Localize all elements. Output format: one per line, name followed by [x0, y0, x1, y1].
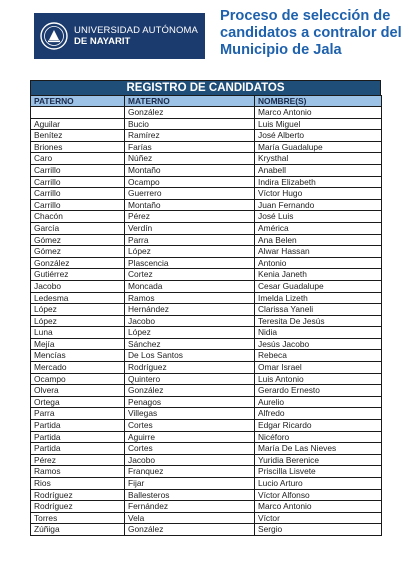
table-row — [31, 443, 382, 455]
cell-paterno: Partida — [31, 443, 125, 455]
column-header-paterno: PATERNO — [31, 96, 125, 107]
cell-paterno: Ledesma — [31, 292, 125, 304]
cell-paterno: Gutiérrez — [31, 269, 125, 281]
table-row — [31, 431, 382, 443]
cell-nombres: Alwar Hassan — [255, 246, 382, 258]
table-row — [31, 327, 382, 339]
table-row — [31, 153, 382, 165]
page-header — [0, 0, 409, 70]
table-row — [31, 512, 382, 524]
table-row — [31, 338, 382, 350]
cell-nombres: Aurelio — [255, 396, 382, 408]
cell-paterno: Carrillo — [31, 176, 125, 188]
cell-materno: Cortes — [125, 420, 255, 432]
cell-materno: Verdín — [125, 222, 255, 234]
table-row — [31, 396, 382, 408]
cell-materno: Montaño — [125, 199, 255, 211]
column-header-nombres: NOMBRE(S) — [255, 96, 382, 107]
title-line: Municipio de Jala — [220, 42, 342, 58]
cell-paterno — [31, 107, 125, 119]
cell-nombres: Cesar Guadalupe — [255, 280, 382, 292]
cell-materno: Ramos — [125, 292, 255, 304]
table-row — [31, 408, 382, 420]
cell-paterno: Chacón — [31, 211, 125, 223]
cell-paterno: Caro — [31, 153, 125, 165]
table-row — [31, 257, 382, 269]
table-banner: REGISTRO DE CANDIDATOS — [30, 80, 381, 95]
cell-paterno: Aguilar — [31, 118, 125, 130]
cell-materno: Farías — [125, 141, 255, 153]
table-row — [31, 211, 382, 223]
cell-paterno: Olvera — [31, 385, 125, 397]
cell-nombres: Gerardo Ernesto — [255, 385, 382, 397]
cell-materno: Jacobo — [125, 315, 255, 327]
cell-materno: Fijar — [125, 478, 255, 490]
cell-materno: Parra — [125, 234, 255, 246]
cell-nombres: María De Las Nieves — [255, 443, 382, 455]
cell-paterno: Partida — [31, 431, 125, 443]
table-row — [31, 478, 382, 490]
table-row — [31, 141, 382, 153]
cell-materno: Cortez — [125, 269, 255, 281]
cell-paterno: Ramos — [31, 466, 125, 478]
logo-line-1: UNIVERSIDAD AUTÓNOMA — [74, 25, 198, 36]
cell-paterno: Carrillo — [31, 188, 125, 200]
cell-nombres: Lucio Arturo — [255, 478, 382, 490]
cell-nombres: Ana Belen — [255, 234, 382, 246]
title-line: Proceso de selección de — [220, 8, 391, 24]
cell-materno: Villegas — [125, 408, 255, 420]
table-row — [31, 489, 382, 501]
cell-nombres: Yuridia Berenice — [255, 454, 382, 466]
cell-materno: Aguirre — [125, 431, 255, 443]
cell-materno: Franquez — [125, 466, 255, 478]
table-row — [31, 501, 382, 513]
cell-paterno: Jacobo — [31, 280, 125, 292]
cell-materno: González — [125, 385, 255, 397]
table-row — [31, 234, 382, 246]
cell-nombres: Jesús Jacobo — [255, 338, 382, 350]
table-row — [31, 420, 382, 432]
title-line: candidatos a contralor del — [220, 25, 402, 41]
table-row — [31, 246, 382, 258]
cell-nombres: Alfredo — [255, 408, 382, 420]
cell-nombres: Nidia — [255, 327, 382, 339]
cell-paterno: Benítez — [31, 130, 125, 142]
cell-nombres: Víctor — [255, 512, 382, 524]
cell-paterno: Gómez — [31, 246, 125, 258]
cell-paterno: Zúñiga — [31, 524, 125, 536]
cell-nombres: Kenia Janeth — [255, 269, 382, 281]
cell-materno: Moncada — [125, 280, 255, 292]
cell-paterno: González — [31, 257, 125, 269]
table-row — [31, 454, 382, 466]
cell-paterno: Mencías — [31, 350, 125, 362]
cell-paterno: Rodríguez — [31, 489, 125, 501]
cell-nombres: Teresita De Jesús — [255, 315, 382, 327]
table-header-row — [31, 96, 382, 107]
cell-paterno: Rios — [31, 478, 125, 490]
cell-materno: Bucio — [125, 118, 255, 130]
cell-paterno: Ocampo — [31, 373, 125, 385]
cell-materno: Pérez — [125, 211, 255, 223]
cell-nombres: Edgar Ricardo — [255, 420, 382, 432]
cell-materno: Guerrero — [125, 188, 255, 200]
cell-materno: Quintero — [125, 373, 255, 385]
cell-nombres: América — [255, 222, 382, 234]
cell-nombres: José Luis — [255, 211, 382, 223]
cell-nombres: Víctor Hugo — [255, 188, 382, 200]
cell-nombres: Rebeca — [255, 350, 382, 362]
cell-nombres: Indira Elizabeth — [255, 176, 382, 188]
university-logo — [34, 13, 205, 59]
cell-materno: Hernández — [125, 304, 255, 316]
table-row — [31, 199, 382, 211]
table-row — [31, 304, 382, 316]
cell-materno: Sánchez — [125, 338, 255, 350]
logo-line-2: DE NAYARIT — [74, 36, 131, 47]
table-row — [31, 222, 382, 234]
cell-paterno: García — [31, 222, 125, 234]
cell-nombres: María Guadalupe — [255, 141, 382, 153]
cell-materno: Plascencia — [125, 257, 255, 269]
table-row — [31, 315, 382, 327]
cell-materno: Rodríguez — [125, 362, 255, 374]
cell-materno: Montaño — [125, 164, 255, 176]
cell-materno: López — [125, 246, 255, 258]
cell-materno: González — [125, 524, 255, 536]
cell-materno: González — [125, 107, 255, 119]
cell-paterno: Partida — [31, 420, 125, 432]
cell-paterno: Carrillo — [31, 199, 125, 211]
cell-nombres: Juan Fernando — [255, 199, 382, 211]
cell-materno: López — [125, 327, 255, 339]
cell-nombres: Anabell — [255, 164, 382, 176]
cell-nombres: Clarissa Yaneli — [255, 304, 382, 316]
cell-paterno: Briones — [31, 141, 125, 153]
cell-nombres: Marco Antonio — [255, 501, 382, 513]
table-row — [31, 466, 382, 478]
table-row — [31, 130, 382, 142]
cell-nombres: José Alberto — [255, 130, 382, 142]
table-row — [31, 176, 382, 188]
cell-materno: Ramírez — [125, 130, 255, 142]
cell-nombres: Luis Antonio — [255, 373, 382, 385]
cell-materno: Jacobo — [125, 454, 255, 466]
table-row — [31, 269, 382, 281]
cell-nombres: Omar Israel — [255, 362, 382, 374]
cell-nombres: Krysthal — [255, 153, 382, 165]
table-row — [31, 362, 382, 374]
cell-nombres: Marco Antonio — [255, 107, 382, 119]
cell-nombres: Nicéforo — [255, 431, 382, 443]
cell-paterno: Torres — [31, 512, 125, 524]
cell-materno: De Los Santos — [125, 350, 255, 362]
cell-paterno: Ortega — [31, 396, 125, 408]
candidates-table — [30, 95, 382, 536]
table-row — [31, 188, 382, 200]
table-row — [31, 373, 382, 385]
cell-nombres: Víctor Alfonso — [255, 489, 382, 501]
candidates-table-container — [30, 80, 381, 536]
cell-materno: Fernández — [125, 501, 255, 513]
cell-paterno: Gómez — [31, 234, 125, 246]
cell-paterno: Mejía — [31, 338, 125, 350]
table-row — [31, 385, 382, 397]
table-row — [31, 524, 382, 536]
cell-materno: Cortes — [125, 443, 255, 455]
cell-paterno: Rodríguez — [31, 501, 125, 513]
cell-materno: Núñez — [125, 153, 255, 165]
cell-nombres: Sergio — [255, 524, 382, 536]
table-row — [31, 292, 382, 304]
cell-paterno: Pérez — [31, 454, 125, 466]
page-title — [220, 8, 409, 59]
table-row — [31, 107, 382, 119]
cell-materno: Ocampo — [125, 176, 255, 188]
university-seal-icon — [40, 22, 68, 50]
cell-paterno: Carrillo — [31, 164, 125, 176]
table-row — [31, 280, 382, 292]
cell-materno: Penagos — [125, 396, 255, 408]
cell-paterno: López — [31, 304, 125, 316]
table-row — [31, 118, 382, 130]
cell-nombres: Antonio — [255, 257, 382, 269]
cell-paterno: Luna — [31, 327, 125, 339]
cell-materno: Ballesteros — [125, 489, 255, 501]
table-row — [31, 164, 382, 176]
column-header-materno: MATERNO — [125, 96, 255, 107]
table-row — [31, 350, 382, 362]
cell-paterno: López — [31, 315, 125, 327]
cell-materno: Vela — [125, 512, 255, 524]
cell-nombres: Luis Miguel — [255, 118, 382, 130]
cell-nombres: Priscilla Lisvete — [255, 466, 382, 478]
cell-paterno: Mercado — [31, 362, 125, 374]
cell-nombres: Imelda Lizeth — [255, 292, 382, 304]
cell-paterno: Parra — [31, 408, 125, 420]
